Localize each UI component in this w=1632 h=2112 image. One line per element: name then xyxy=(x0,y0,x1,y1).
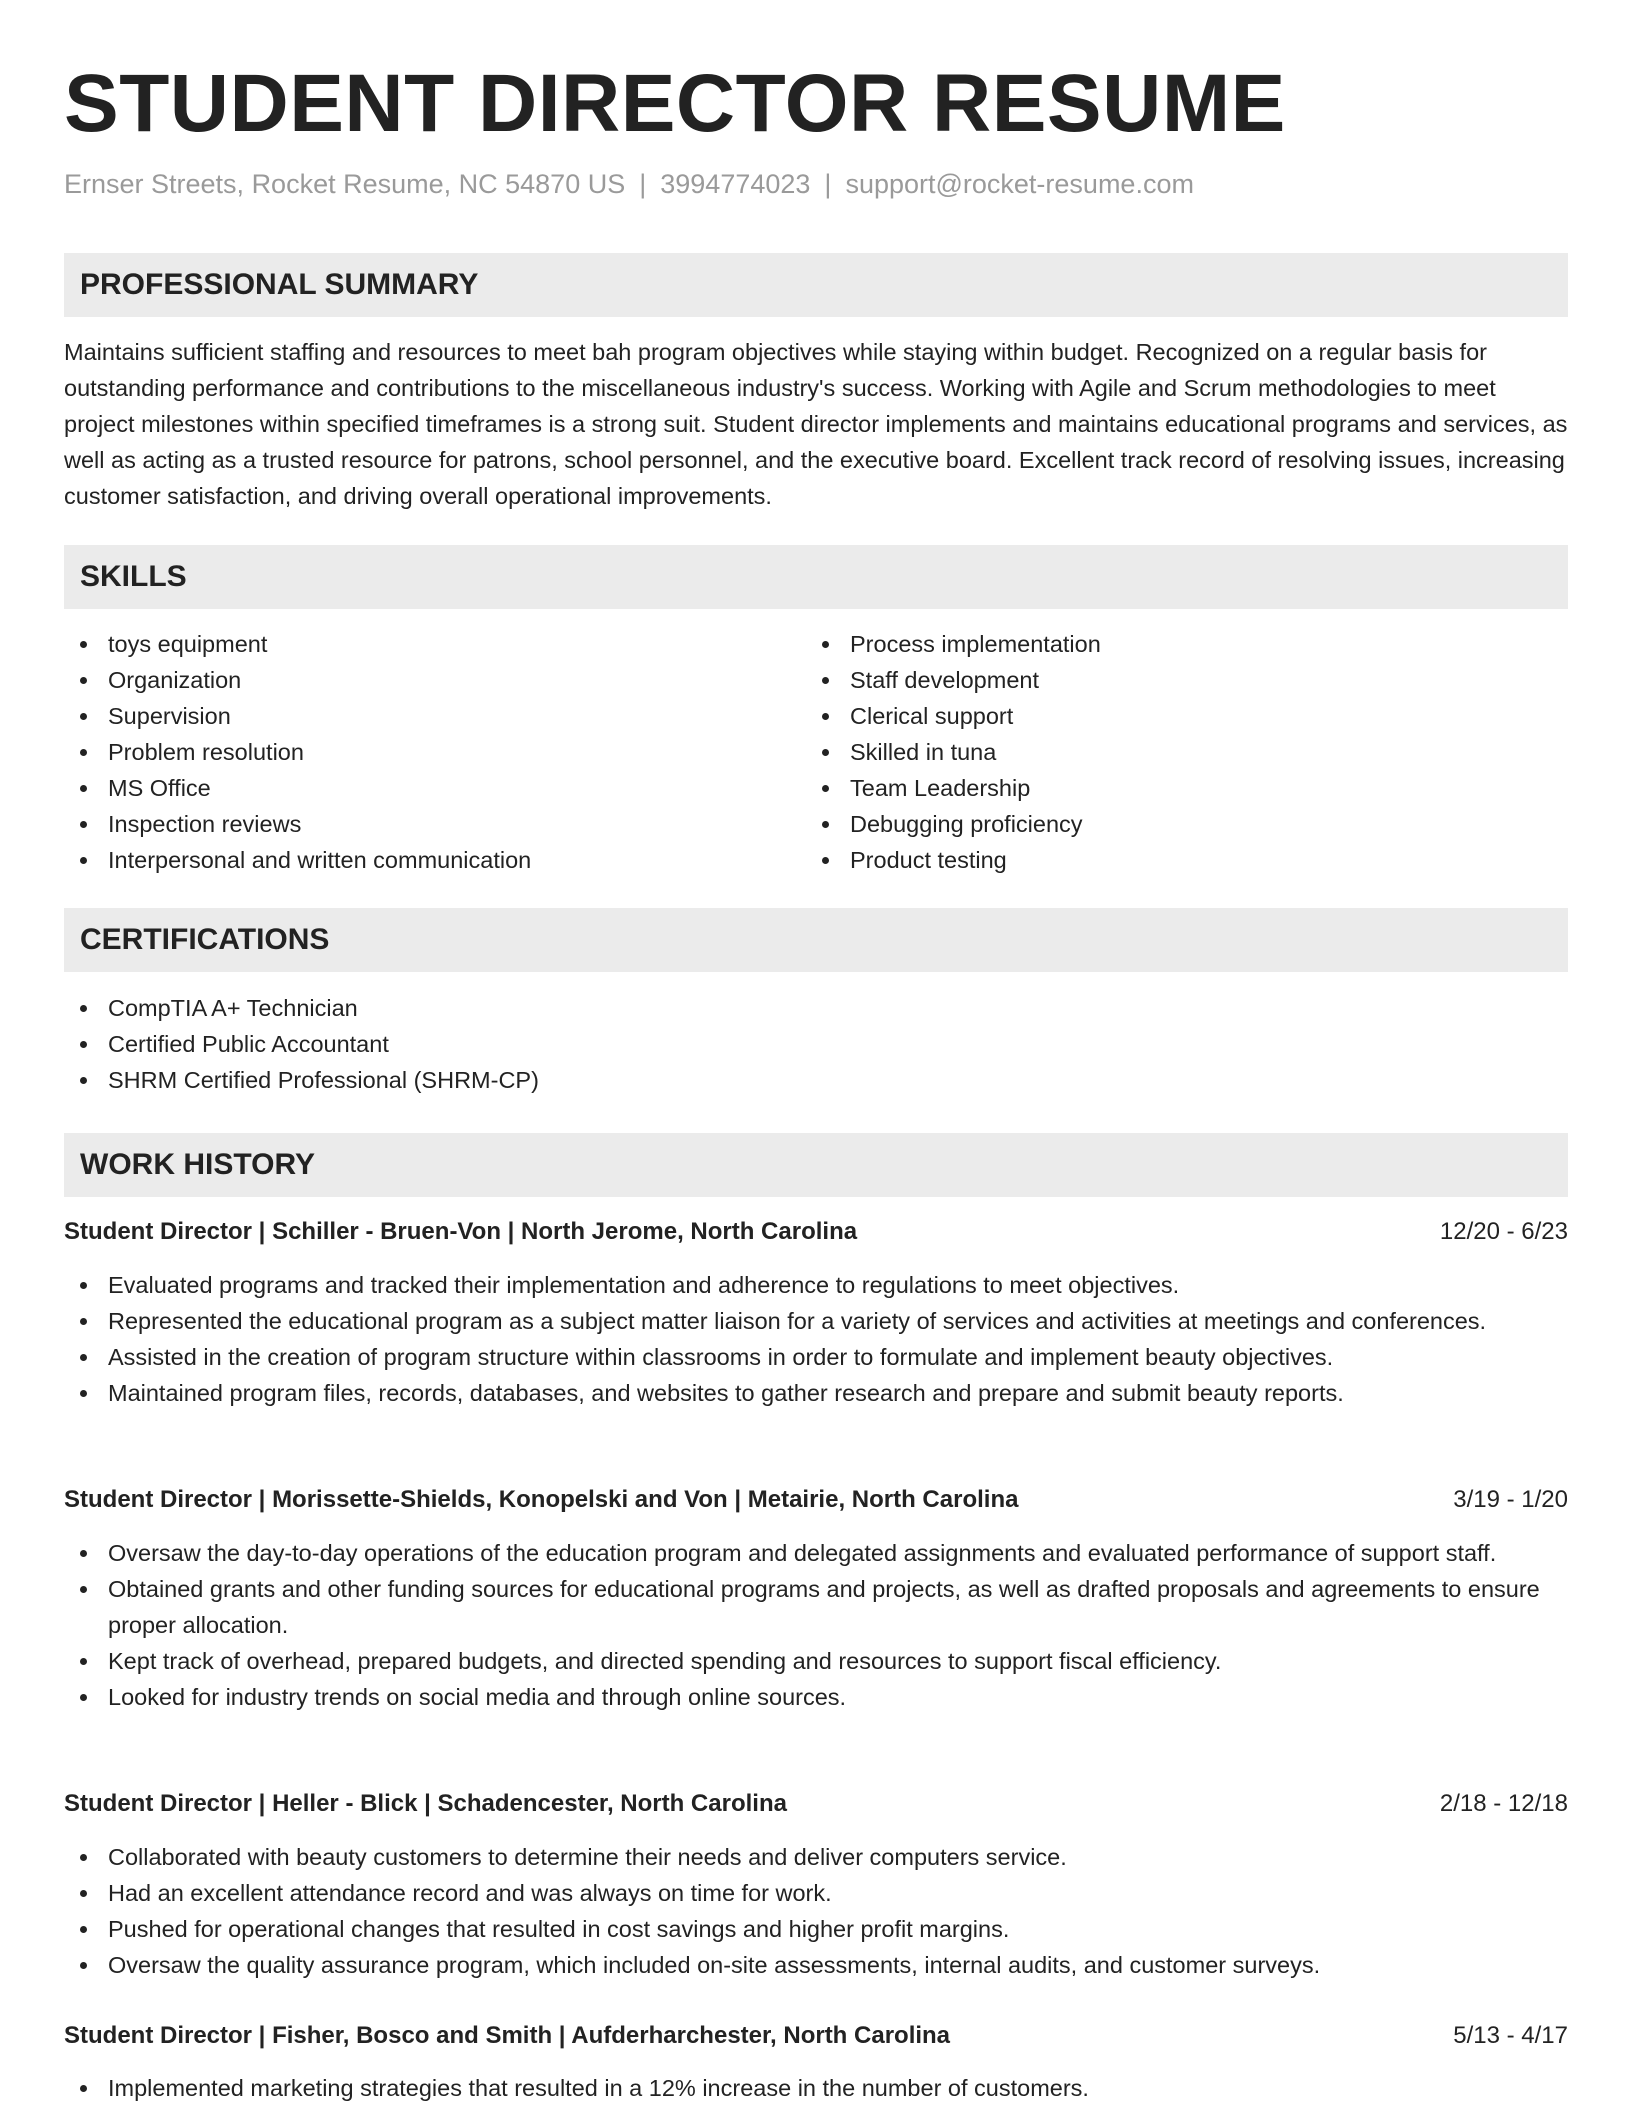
job-bullets xyxy=(64,1839,1568,1983)
job-dates: 3/19 - 1/20 xyxy=(1453,1486,1568,1513)
list-item: Interpersonal and written communication xyxy=(64,842,804,878)
list-item: Skilled in tuna xyxy=(806,734,1566,770)
job-title: Student Director | Morissette-Shields, Konopelski and Von | Metairie, North Carolina xyxy=(64,1486,1019,1513)
list-item: Represented the educational program as a subject matter liaison for a variety of services and activities at meetings and conferences. xyxy=(64,1303,1568,1339)
list-item: SHRM Certified Professional (SHRM-CP) xyxy=(64,1062,1568,1098)
list-item: Supervision xyxy=(64,698,804,734)
summary-text: Maintains sufficient staffing and resources to meet bah program objectives while staying within budget. Recognized on a regular basis for outstanding performance and contributions to the miscellaneous industry's success. Working with Agile and Scrum methodologies to meet project milestones within specified timeframes is a strong suit. Student director implements and maintains educational programs and services, as well as acting as a trusted resource for patrons, school personnel, and the executive board. Excellent track record of resolving issues, increasing customer satisfaction, and driving overall operational improvements. xyxy=(64,339,1568,509)
job-title: Student Director | Fisher, Bosco and Smith | Aufderharchester, North Carolina xyxy=(64,2022,951,2049)
job-title: Student Director | Heller - Blick | Schadencester, North Carolina xyxy=(64,1790,787,1817)
list-item: Maintained program files, records, databases, and websites to gather research and prepare and submit beauty reports. xyxy=(64,1375,1568,1411)
job-bullets xyxy=(64,1267,1568,1411)
section-heading-work-history: WORK HISTORY xyxy=(64,1133,1568,1197)
contact-address: Ernser Streets, Rocket Resume, NC 54870 US xyxy=(64,169,626,199)
job-bullets xyxy=(64,2070,1568,2106)
list-item: CompTIA A+ Technician xyxy=(64,990,1568,1026)
contact-separator: | xyxy=(824,169,832,199)
job-dates: 2/18 - 12/18 xyxy=(1439,1790,1568,1817)
section-heading-certifications: CERTIFICATIONS xyxy=(64,908,1568,972)
list-item: Process implementation xyxy=(806,626,1566,662)
contact-email: support@rocket-resume.com xyxy=(845,169,1194,199)
contact-phone: 3994774023 xyxy=(660,169,811,199)
list-item: Oversaw the day-to-day operations of the education program and delegated assignments and evaluated performance of support staff. xyxy=(64,1535,1568,1571)
list-item: Kept track of overhead, prepared budgets, and directed spending and resources to support fiscal efficiency. xyxy=(64,1643,1568,1679)
list-item: Product testing xyxy=(806,842,1566,878)
list-item: Staff development xyxy=(806,662,1566,698)
contact-separator: | xyxy=(639,169,647,199)
section-heading-summary: PROFESSIONAL SUMMARY xyxy=(64,253,1568,317)
section-heading-skills: SKILLS xyxy=(64,545,1568,609)
list-item: Looked for industry trends on social media and through online sources. xyxy=(64,1679,1568,1715)
job-title: Student Director | Schiller - Bruen-Von | North Jerome, North Carolina xyxy=(64,1218,858,1245)
job-dates: 12/20 - 6/23 xyxy=(1439,1218,1568,1245)
job-header xyxy=(64,1214,1568,1250)
job-bullets xyxy=(64,1535,1568,1715)
list-item: Debugging proficiency xyxy=(806,806,1566,842)
list-item: Clerical support xyxy=(806,698,1566,734)
page-title: STUDENT DIRECTOR RESUME xyxy=(64,58,1286,149)
job-header xyxy=(64,1482,1568,1518)
job-header xyxy=(64,1786,1568,1822)
list-item: Certified Public Accountant xyxy=(64,1026,1568,1062)
list-item: MS Office xyxy=(64,770,804,806)
skills-list-left xyxy=(64,626,804,878)
list-item: toys equipment xyxy=(64,626,804,662)
list-item: Inspection reviews xyxy=(64,806,804,842)
list-item: Team Leadership xyxy=(806,770,1566,806)
list-item: Evaluated programs and tracked their implementation and adherence to regulations to meet objectives. xyxy=(64,1267,1568,1303)
list-item: Problem resolution xyxy=(64,734,804,770)
list-item: Implemented marketing strategies that resulted in a 12% increase in the number of customers. xyxy=(64,2070,1568,2106)
contact-line xyxy=(64,166,1194,202)
list-item: Assisted in the creation of program structure within classrooms in order to formulate and implement beauty objectives. xyxy=(64,1339,1568,1375)
skills-list-right xyxy=(806,626,1566,878)
list-item: Collaborated with beauty customers to determine their needs and deliver computers service. xyxy=(64,1839,1568,1875)
job-dates: 5/13 - 4/17 xyxy=(1453,2022,1568,2049)
list-item: Pushed for operational changes that resulted in cost savings and higher profit margins. xyxy=(64,1911,1568,1947)
list-item: Oversaw the quality assurance program, which included on-site assessments, internal audits, and customer surveys. xyxy=(64,1947,1568,1983)
list-item: Had an excellent attendance record and was always on time for work. xyxy=(64,1875,1568,1911)
certifications-list xyxy=(64,990,1568,1098)
job-header xyxy=(64,2018,1568,2054)
list-item: Obtained grants and other funding sources for educational programs and projects, as well as drafted proposals and agreements to ensure proper allocation. xyxy=(64,1571,1568,1643)
list-item: Organization xyxy=(64,662,804,698)
